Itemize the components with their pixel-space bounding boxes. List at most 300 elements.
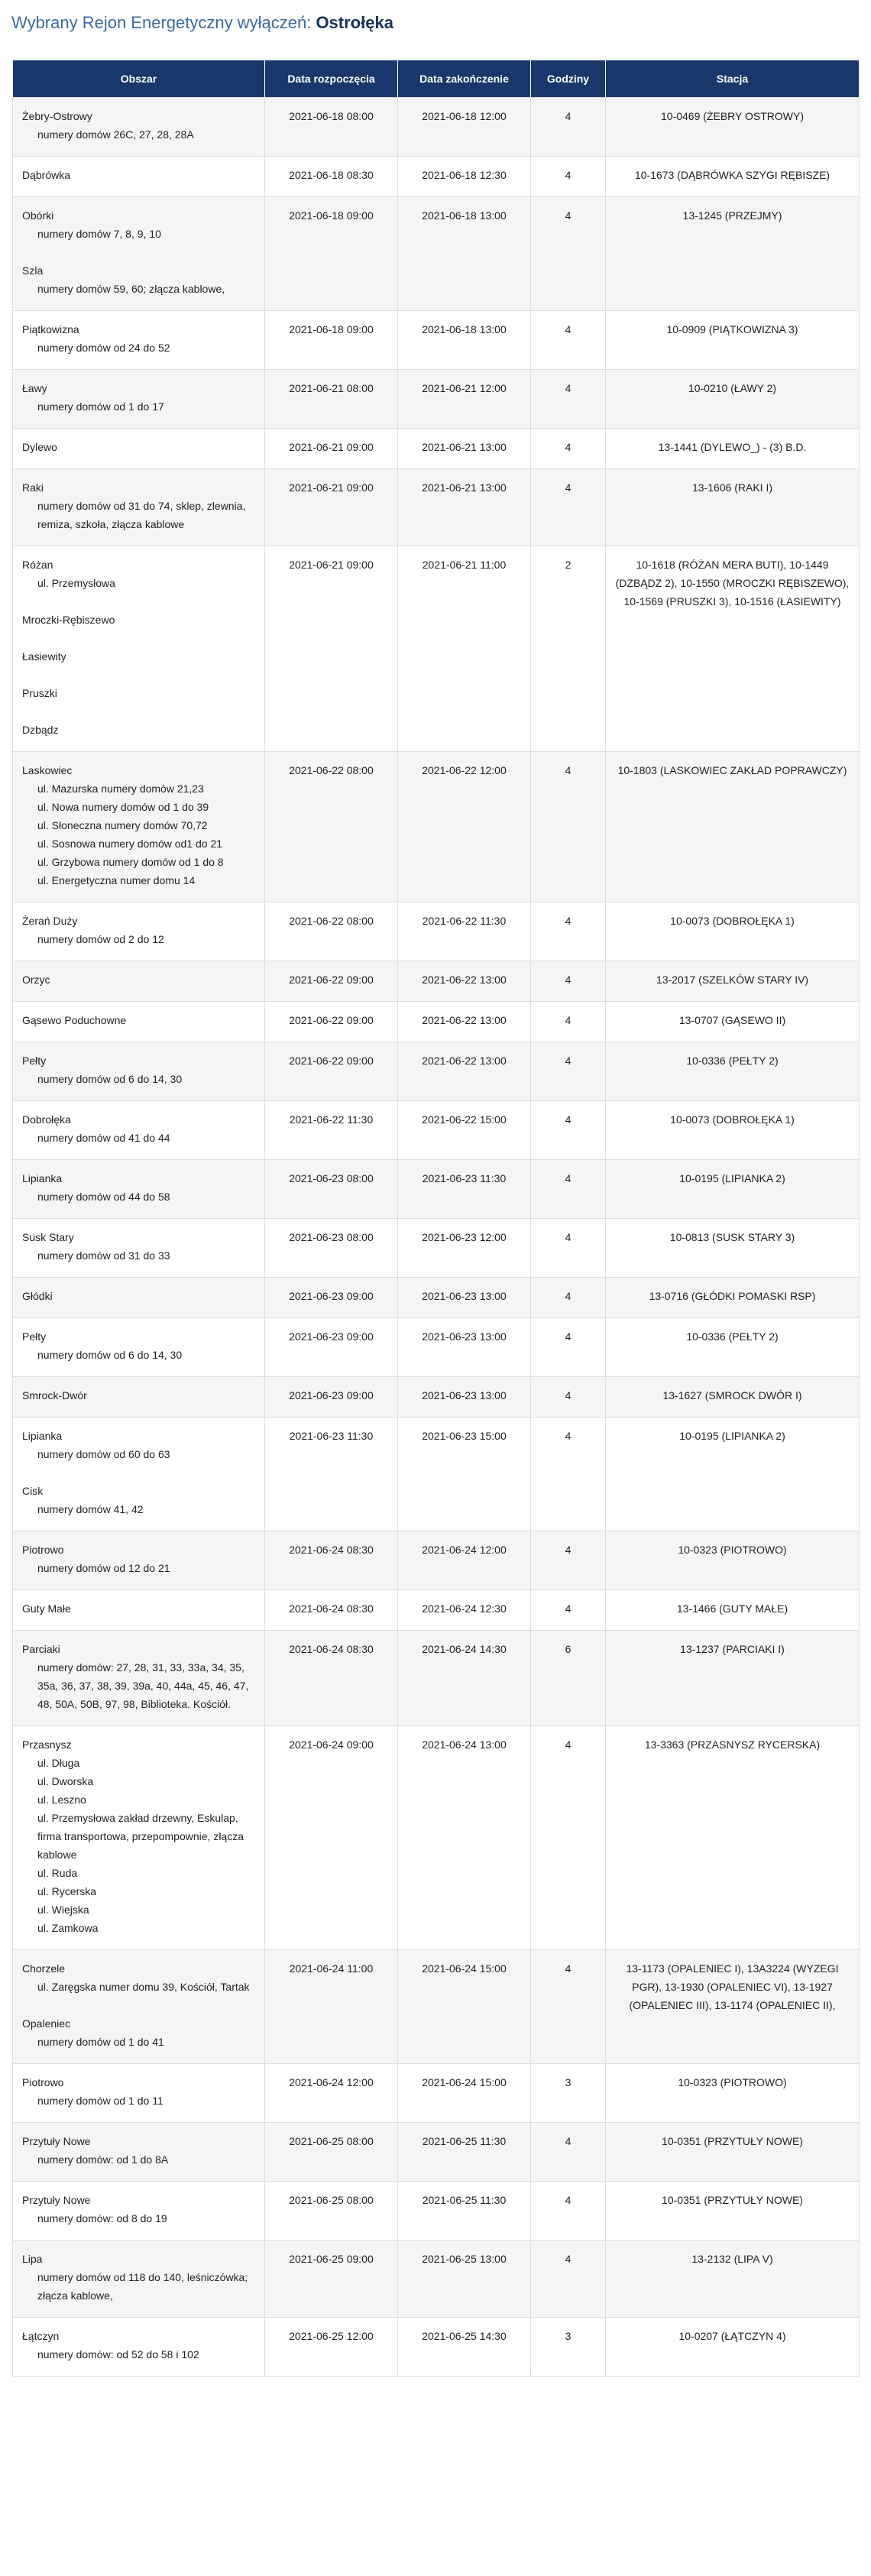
cell-end-date: 2021-06-18 13:00 [398,197,531,311]
area-name: Żerań Duży [22,915,78,927]
cell-end-date: 2021-06-18 12:00 [398,98,531,157]
area-name: Piątkowizna [22,323,79,335]
cell-hours: 4 [531,2241,606,2318]
table-row [13,1631,860,1726]
area-place [22,1599,255,1618]
area-name: Ławy [22,382,47,394]
cell-area [13,1418,265,1531]
area-detail: ul. Przemysłowa [37,577,115,589]
cell-start-date: 2021-06-18 08:30 [265,157,398,197]
cell-start-date: 2021-06-18 09:00 [265,197,398,311]
area-place [22,2191,255,2228]
cell-end-date: 2021-06-22 13:00 [398,961,531,1002]
selected-region: Ostrołęka [316,12,393,32]
area-name: Dąbrówka [22,169,71,181]
cell-area [13,1002,265,1042]
area-detail: numery domów od 6 do 14, 30 [37,1349,183,1361]
area-detail: numery domów od 6 do 14, 30 [37,1073,183,1085]
cell-area [13,961,265,1002]
area-name: Piotrowo [22,2076,64,2088]
area-name: Pełty [22,1055,47,1067]
area-place [22,1327,255,1364]
area-detail: numery domów od 12 do 21 [37,1562,170,1574]
table-row [13,157,860,197]
cell-hours: 4 [531,1042,606,1101]
cell-station: 13-1173 (OPALENIEC I), 13A3224 (WYZEGI PGR), 13-1930 (OPALENIEC VI), 13-1927 (OPALENIEC III), 13-1174 (OPALENIEC II), [606,1950,860,2064]
cell-start-date: 2021-06-22 08:00 [265,902,398,961]
cell-area [13,98,265,157]
area-name: Laskowiec [22,764,73,776]
cell-end-date: 2021-06-22 15:00 [398,1101,531,1160]
cell-start-date: 2021-06-23 09:00 [265,1318,398,1377]
table-row [13,429,860,469]
cell-station: 13-1245 (PRZEJMY) [606,197,860,311]
area-place [22,2014,255,2051]
cell-hours: 4 [531,902,606,961]
cell-station: 10-0195 (LIPIANKA 2) [606,1160,860,1219]
cell-end-date: 2021-06-24 13:00 [398,1726,531,1950]
area-place [22,379,255,416]
cell-hours: 4 [531,1278,606,1318]
cell-end-date: 2021-06-18 12:30 [398,157,531,197]
area-detail: ul. Zaręgska numer domu 39, Kościół, Tartak [37,1981,250,1993]
cell-end-date: 2021-06-23 12:00 [398,1219,531,1278]
cell-hours: 4 [531,370,606,429]
cell-station: 10-0813 (SUSK STARY 3) [606,1219,860,1278]
area-detail: numery domów od 2 do 12 [37,933,164,945]
cell-end-date: 2021-06-23 13:00 [398,1278,531,1318]
table-header-row [13,60,860,98]
cell-start-date: 2021-06-22 11:30 [265,1101,398,1160]
table-row [13,1002,860,1042]
area-name: Raki [22,481,44,494]
area-name: Mroczki-Rębiszewo [22,614,115,626]
area-detail: numery domów: od 52 do 58 i 102 [37,2348,199,2361]
area-detail: ul. Dworska [37,1775,94,1787]
cell-end-date: 2021-06-21 12:00 [398,370,531,429]
table-row [13,1042,860,1101]
cell-end-date: 2021-06-23 15:00 [398,1418,531,1531]
cell-station: 13-1237 (PARCIAKI I) [606,1631,860,1726]
cell-end-date: 2021-06-24 14:30 [398,1631,531,1726]
cell-start-date: 2021-06-22 08:00 [265,752,398,902]
cell-hours: 4 [531,1002,606,1042]
area-detail: ul. Słoneczna numery domów 70,72 [37,819,208,831]
cell-area [13,311,265,370]
table-row [13,1950,860,2064]
column-header-hours[interactable]: Godziny [531,60,606,98]
area-place [22,647,255,666]
area-place [22,2073,255,2110]
area-detail: numery domów od 118 do 140, leśniczówka; złącza kablowe, [37,2271,248,2302]
cell-start-date: 2021-06-23 08:00 [265,1160,398,1219]
cell-area [13,1278,265,1318]
table-row [13,1377,860,1418]
cell-area [13,1318,265,1377]
area-detail: ul. Zamkowa [37,1922,99,1934]
cell-station: 13-2132 (LIPA V) [606,2241,860,2318]
area-detail: ul. Nowa numery domów od 1 do 39 [37,801,209,813]
cell-area [13,429,265,469]
cell-area [13,1950,265,2064]
area-place [22,1482,255,1518]
area-detail: ul. Wiejska [37,1904,89,1916]
area-detail: numery domów: 27, 28, 31, 33, 33a, 34, 35, 35a, 36, 37, 38, 39, 39a, 40, 44a, 45, 46, 47, 48, 50A, 50B, 97, 98, Biblioteka. Kościół. [37,1661,249,1710]
cell-station: 13-0716 (GŁÓDKI POMASKI RSP) [606,1278,860,1318]
cell-end-date: 2021-06-25 13:00 [398,2241,531,2318]
cell-area [13,2318,265,2377]
cell-station: 10-0323 (PIOTROWO) [606,1531,860,1590]
cell-end-date: 2021-06-24 12:00 [398,1531,531,1590]
area-place [22,970,255,989]
cell-end-date: 2021-06-23 13:00 [398,1318,531,1377]
cell-end-date: 2021-06-24 15:00 [398,1950,531,2064]
area-detail: numery domów od 41 do 44 [37,1132,170,1144]
cell-hours: 4 [531,1590,606,1631]
table-row [13,1418,860,1531]
area-name: Cisk [22,1485,44,1497]
area-place [22,1541,255,1577]
cell-station: 10-0073 (DOBROŁĘKA 1) [606,902,860,961]
area-detail: ul. Grzybowa numery domów od 1 do 8 [37,856,224,868]
cell-end-date: 2021-06-21 11:00 [398,546,531,752]
area-name: Gąsewo Poduchowne [22,1014,127,1026]
cell-area [13,1042,265,1101]
cell-area [13,1101,265,1160]
area-place [22,611,255,629]
cell-area [13,1590,265,1631]
area-place [22,1427,255,1463]
cell-station: 10-0336 (PEŁTY 2) [606,1042,860,1101]
cell-start-date: 2021-06-21 09:00 [265,469,398,546]
column-header-end[interactable]: Data zakończenie [398,60,531,98]
table-row [13,902,860,961]
area-name: Pruszki [22,687,57,699]
cell-station: 10-0351 (PRZYTUŁY NOWE) [606,2123,860,2182]
cell-hours: 6 [531,1631,606,1726]
cell-start-date: 2021-06-23 09:00 [265,1278,398,1318]
table-row [13,1590,860,1631]
cell-area [13,1160,265,1219]
table-row [13,2064,860,2123]
area-detail: numery domów od 1 do 41 [37,2036,164,2048]
area-place [22,556,255,592]
area-detail: numery domów od 24 do 52 [37,342,170,354]
area-place [22,2327,255,2364]
area-name: Opaleniec [22,2017,71,2030]
area-name: Piotrowo [22,1544,64,1556]
area-place [22,1735,255,1937]
area-detail: numery domów 7, 8, 9, 10 [37,228,161,240]
area-name: Chorzele [22,1962,66,1975]
area-place [22,1228,255,1265]
cell-area [13,1631,265,1726]
cell-area [13,752,265,902]
area-detail: ul. Mazurska numery domów 21,23 [37,783,204,795]
table-row [13,311,860,370]
cell-area [13,1531,265,1590]
table-body [13,98,860,2377]
area-name: Łasiewity [22,650,66,663]
table-row [13,2318,860,2377]
cell-end-date: 2021-06-18 13:00 [398,311,531,370]
cell-hours: 4 [531,1160,606,1219]
area-detail: numery domów 41, 42 [37,1503,144,1515]
cell-station: 10-0207 (ŁĄTCZYN 4) [606,2318,860,2377]
cell-end-date: 2021-06-24 12:30 [398,1590,531,1631]
area-detail: numery domów od 1 do 11 [37,2095,164,2107]
table-row [13,1531,860,1590]
area-place [22,166,255,184]
area-place [22,261,255,298]
cell-end-date: 2021-06-22 12:00 [398,752,531,902]
area-detail: numery domów od 1 do 17 [37,400,164,413]
cell-station: 10-1673 (DĄBRÓWKA SZYGI RĘBISZE) [606,157,860,197]
area-name: Smrock-Dwór [22,1389,87,1401]
table-row [13,752,860,902]
table-row [13,961,860,1002]
area-place [22,721,255,739]
area-detail: numery domów: od 8 do 19 [37,2212,167,2224]
area-name: Dzbądz [22,724,59,736]
area-detail: ul. Przemysłowa zakład drzewny, Eskulap, firma transportowa, przepompownie, złącza kablowe [37,1812,244,1861]
cell-station: 13-1627 (SMROCK DWÓR I) [606,1377,860,1418]
area-detail: ul. Rycerska [37,1885,97,1897]
cell-start-date: 2021-06-24 12:00 [265,2064,398,2123]
table-row [13,1160,860,1219]
cell-hours: 4 [531,157,606,197]
cell-station: 10-0469 (ŻEBRY OSTROWY) [606,98,860,157]
area-place [22,206,255,243]
cell-station: 10-0336 (PEŁTY 2) [606,1318,860,1377]
area-place [22,438,255,456]
cell-start-date: 2021-06-21 08:00 [265,370,398,429]
area-place [22,1169,255,1206]
table-row [13,469,860,546]
cell-station: 13-1466 (GUTY MAŁE) [606,1590,860,1631]
area-name: Dobrołęka [22,1113,71,1126]
cell-start-date: 2021-06-22 09:00 [265,1042,398,1101]
outage-table [12,60,860,2377]
cell-start-date: 2021-06-24 08:30 [265,1590,398,1631]
cell-station: 10-0195 (LIPIANKA 2) [606,1418,860,1531]
cell-area [13,2182,265,2241]
area-name: Szla [22,264,44,277]
cell-hours: 4 [531,1950,606,2064]
cell-station: 10-0073 (DOBROŁĘKA 1) [606,1101,860,1160]
area-name: Przasnysz [22,1738,72,1751]
cell-start-date: 2021-06-23 11:30 [265,1418,398,1531]
cell-station: 10-0351 (PRZYTUŁY NOWE) [606,2182,860,2241]
table-row [13,1278,860,1318]
cell-area [13,469,265,546]
area-name: Lipianka [22,1430,63,1442]
cell-start-date: 2021-06-18 09:00 [265,311,398,370]
cell-start-date: 2021-06-21 09:00 [265,429,398,469]
cell-end-date: 2021-06-22 13:00 [398,1042,531,1101]
cell-hours: 4 [531,197,606,311]
cell-end-date: 2021-06-25 11:30 [398,2182,531,2241]
cell-station: 13-3363 (PRZASNYSZ RYCERSKA) [606,1726,860,1950]
cell-end-date: 2021-06-25 11:30 [398,2123,531,2182]
cell-start-date: 2021-06-24 11:00 [265,1950,398,2064]
cell-hours: 4 [531,429,606,469]
cell-hours: 4 [531,98,606,157]
cell-end-date: 2021-06-22 13:00 [398,1002,531,1042]
area-name: Parciaki [22,1643,60,1655]
area-name: Głódki [22,1290,53,1302]
cell-hours: 2 [531,546,606,752]
area-detail: numery domów 59, 60; złącza kablowe, [37,283,225,295]
area-name: Łątczyn [22,2330,60,2342]
cell-station: 13-2017 (SZELKÓW STARY IV) [606,961,860,1002]
table-row [13,546,860,752]
cell-start-date: 2021-06-22 09:00 [265,1002,398,1042]
area-detail: numery domów od 31 do 33 [37,1249,170,1262]
cell-start-date: 2021-06-24 08:30 [265,1531,398,1590]
table-row [13,1219,860,1278]
area-place [22,478,255,533]
cell-station: 10-0909 (PIĄTKOWIZNA 3) [606,311,860,370]
area-name: Przytuły Nowe [22,2194,91,2206]
cell-station: 13-1606 (RAKI I) [606,469,860,546]
area-place [22,1959,255,1996]
table-row [13,370,860,429]
area-detail: ul. Energetyczna numer domu 14 [37,874,196,886]
cell-start-date: 2021-06-23 08:00 [265,1219,398,1278]
cell-start-date: 2021-06-23 09:00 [265,1377,398,1418]
table-row [13,1318,860,1377]
cell-station: 13-0707 (GĄSEWO II) [606,1002,860,1042]
cell-hours: 4 [531,1418,606,1531]
cell-start-date: 2021-06-25 12:00 [265,2318,398,2377]
table-row [13,2241,860,2318]
area-name: Susk Stary [22,1231,74,1243]
table-row [13,1101,860,1160]
cell-end-date: 2021-06-21 13:00 [398,429,531,469]
cell-start-date: 2021-06-18 08:00 [265,98,398,157]
cell-area [13,1219,265,1278]
cell-hours: 4 [531,1101,606,1160]
area-detail: ul. Leszno [37,1793,86,1806]
cell-end-date: 2021-06-23 11:30 [398,1160,531,1219]
cell-end-date: 2021-06-21 13:00 [398,469,531,546]
page-title [11,11,393,34]
cell-end-date: 2021-06-25 14:30 [398,2318,531,2377]
cell-area [13,1377,265,1418]
cell-start-date: 2021-06-25 08:00 [265,2123,398,2182]
cell-station: 13-1441 (DYLEWO_) - (3) B.D. [606,429,860,469]
cell-hours: 4 [531,752,606,902]
area-place [22,1011,255,1029]
area-name: Lipianka [22,1172,63,1184]
table-row [13,197,860,311]
cell-area [13,902,265,961]
area-detail: numery domów od 60 do 63 [37,1448,170,1460]
area-place [22,1386,255,1405]
cell-start-date: 2021-06-24 09:00 [265,1726,398,1950]
area-place [22,1110,255,1147]
area-place [22,761,255,889]
cell-area [13,2064,265,2123]
area-place [22,2132,255,2169]
column-header-start[interactable]: Data rozpoczęcia [265,60,398,98]
area-name: Różan [22,559,53,571]
cell-station: 10-0323 (PIOTROWO) [606,2064,860,2123]
cell-start-date: 2021-06-24 08:30 [265,1631,398,1726]
cell-hours: 4 [531,1531,606,1590]
area-name: Obórki [22,209,54,222]
cell-area [13,157,265,197]
area-place [22,1640,255,1713]
area-place [22,107,255,144]
cell-start-date: 2021-06-25 08:00 [265,2182,398,2241]
cell-hours: 4 [531,2182,606,2241]
cell-end-date: 2021-06-23 13:00 [398,1377,531,1418]
cell-hours: 4 [531,1219,606,1278]
cell-station: 10-1803 (LASKOWIEC ZAKŁAD POPRAWCZY) [606,752,860,902]
area-detail: ul. Długa [37,1757,80,1769]
area-detail: numery domów: od 1 do 8A [37,2153,169,2166]
cell-area [13,2241,265,2318]
cell-start-date: 2021-06-21 09:00 [265,546,398,752]
cell-hours: 4 [531,961,606,1002]
area-place [22,320,255,357]
area-name: Żebry-Ostrowy [22,110,92,122]
area-name: Przytuły Nowe [22,2135,91,2147]
area-detail: ul. Ruda [37,1867,78,1879]
area-detail: ul. Sosnowa numery domów od1 do 21 [37,838,223,850]
cell-hours: 4 [531,1377,606,1418]
cell-hours: 3 [531,2064,606,2123]
area-place [22,684,255,702]
table-row [13,98,860,157]
page-title-prefix: Wybrany Rejon Energetyczny wyłączeń: [11,12,312,32]
cell-area [13,2123,265,2182]
area-place [22,1287,255,1305]
cell-station: 10-1618 (RÓŻAN MERA BUTI), 10-1449 (DZBĄDZ 2), 10-1550 (MROCZKI RĘBISZEWO), 10-1569 (PRUSZKI 3), 10-1516 (ŁASIEWITY) [606,546,860,752]
cell-hours: 4 [531,1318,606,1377]
cell-hours: 3 [531,2318,606,2377]
area-name: Orzyc [22,974,50,986]
cell-start-date: 2021-06-22 09:00 [265,961,398,1002]
cell-end-date: 2021-06-24 15:00 [398,2064,531,2123]
column-header-area[interactable]: Obszar [13,60,265,98]
area-detail: numery domów od 31 do 74, sklep, zlewnia, remiza, szkoła, złącza kablowe [37,500,246,530]
area-detail: numery domów 26C, 27, 28, 28A [37,128,194,141]
cell-area [13,546,265,752]
table-row [13,2123,860,2182]
cell-start-date: 2021-06-25 09:00 [265,2241,398,2318]
cell-hours: 4 [531,1726,606,1950]
cell-hours: 4 [531,469,606,546]
cell-station: 10-0210 (ŁAWY 2) [606,370,860,429]
cell-area [13,1726,265,1950]
area-name: Guty Małe [22,1602,71,1615]
area-name: Lipa [22,2253,43,2265]
cell-hours: 4 [531,2123,606,2182]
cell-end-date: 2021-06-22 11:30 [398,902,531,961]
cell-hours: 4 [531,311,606,370]
area-name: Dylewo [22,441,57,453]
table-row [13,1726,860,1950]
cell-area [13,370,265,429]
area-place [22,1051,255,1088]
column-header-station[interactable]: Stacja [606,60,860,98]
cell-area [13,197,265,311]
table-row [13,2182,860,2241]
area-place [22,2250,255,2305]
